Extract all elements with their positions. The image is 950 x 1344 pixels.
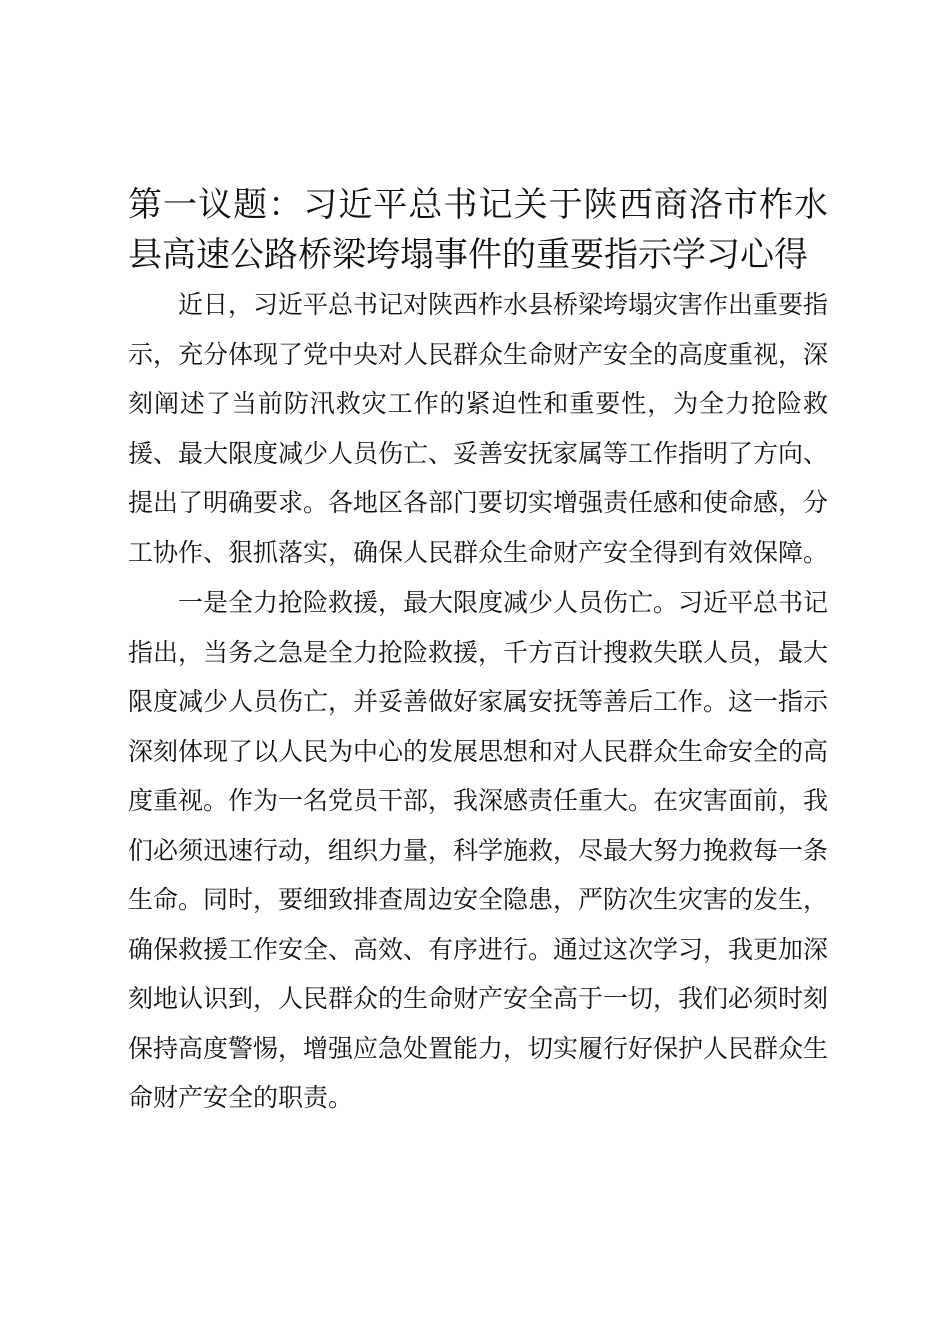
paragraph-intro: 近日，习近平总书记对陕西柞水县桥梁垮塌灾害作出重要指示，充分体现了党中央对人民群众生命财产安全的高度重视，深刻阐述了当前防汛救灾工作的紧迫性和重要性，为全力抢险救援、最大限度减少人员伤亡、妥善安抚家属等工作指明了方向、提出了明确要求。各地区各部门要切实增强责任感和使命感，分工协作、狠抓落实，确保人民群众生命财产安全得到有效保障。 [128, 290, 829, 567]
paragraph-point-one: 一是全力抢险救援，最大限度减少人员伤亡。习近平总书记指出，当务之急是全力抢险救援，千方百计搜救失联人员，最大限度减少人员伤亡，并妥善做好家属安抚等善后工作。这一指示深刻体现了以人民为中心的发展思想和对人民群众生命安全的高度重视。作为一名党员干部，我深感责任重大。在灾害面前，我们必须迅速行动，组织力量，科学施救，尽最大努力挽救每一条生命。同时，要细致排查周边安全隐患，严防次生灾害的发生，确保救援工作安全、高效、有序进行。通过这次学习，我更加深刻地认识到，人民群众的生命财产安全高于一切，我们必须时刻保持高度警惕，增强应急处置能力，切实履行好保护人民群众生命财产安全的职责。 [128, 588, 829, 1112]
document-title: 第一议题：习近平总书记关于陕西商洛市柞水县高速公路桥梁垮塌事件的重要指示学习心得 [128, 185, 828, 275]
document-body [128, 180, 828, 1123]
